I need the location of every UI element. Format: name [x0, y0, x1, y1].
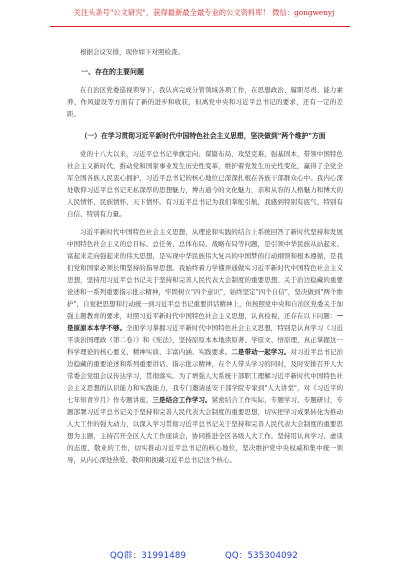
bold-point-1: 一是原原本本学不够。 — [67, 312, 343, 332]
section1-intro-paragraph: 在自治区党委巡视领导下，我认真完成分管领域各项工作，在思想政治、履职尽责、能力素养、作风建设等方面有了新的进步和收获，但离党中央和习近平总书记的要求，还有一定的差距。 — [67, 86, 343, 118]
footer-qq: QQ：535304092 — [225, 551, 298, 561]
paragraph-2-start: 习近平新时代中国特色社会主义思想，从理论和实践的结合上系统回答了新时代坚持和发展中国特色社会主义的总目标、总任务、总体布局、战略布局等问题，是引领中华民族从站起来、富起来走向强起来的伟大思想，是实现中华民族伟大复兴的中国梦的行动纲领和根本遵循，是我们党和国家必须长期坚持的指导思想。我始终着力学懂弄通做实习近平新时代中国特色社会主义思想，坚持用习近平总书记关于坚持和完善人民代表大会制度的重要思想、关于治边稳藏的重要论述和一系列重要指示批示精神，牢固树立"四个意识"，始终坚定"四个自信"，坚决做到"两个维护"，自觉把思想和行动统一到习近平总书记重要讲话精神上，但按照党中央和自治区党委关于加强主题教育的要求，对照习近平新时代中国特色社会主义思想，认真检视，还存在以下问题： — [67, 228, 343, 320]
footer-contact — [0, 549, 408, 561]
intro-paragraph: 根据会议安排，现作如下对照检查。 — [80, 48, 184, 56]
bold-point-3: 三是结合工作学习。 — [152, 396, 212, 404]
header-banner: 关注头条号"公文研究"，获得最新最全最专业的公文资料库！ 微信：gongwenyj — [73, 8, 335, 17]
document-body — [67, 46, 343, 466]
paragraph-1: 党的十八大以来，习近平总书记举旗定向、谋篇布局、攻坚克难、强基固本，带领中国特色社会主义新时代，推动党和国家事业发生历史性变革，维护着党发生历史性变化，赢得了全党全军全国各族人民衷心拥护，习近平总书记的核心地位已深深扎根在各族干部群众心中。我内心深处敬仰习近平总书记无私深厚的思想魅力，博古通今的文化魅力，亲和从容的人格魅力和博大的人民情怀、民族情怀、天下情怀。有习近平总书记为我们掌舵引航，我感到特别有底气、特别有自信、特别有力量。 — [67, 150, 343, 218]
bold-point-2: 二是带动一起学习。 — [231, 348, 291, 356]
paragraph-2-mid: 全面学习掌握习近平新时代中国特色社会主义思想，特别是认真学习《习近平谈治国理政（第二卷）》和《宪法》，坚持原原本本地读原著、学原文、悟原理，真正掌握这一科学理论的核心要义、精神实质、丰富内涵、实践要求。 — [67, 324, 344, 356]
paragraph-2-end: 紧密结合工作实际，专题学习、专题研讨，专题部署习近平总书记关于坚持和完善人民代表大会制度的重要思想，切实把学习成果转化为推动人大工作的强大动力，以深入学习贯彻习近平总书记关于坚持和完善人民代表大会制度的重要思想为主题，主持召开全区人大工作座谈会，协同推进全区各级人大工作。坚持用认真学习、虚谈的态度、敬业的工作，切实推动习近平总书记的核心地位，坚决维护党中央权威和集中统一领导，从内心深处热爱、敬仰和拥戴习近平总书记这个核心。 — [67, 396, 344, 464]
section1-heading: 一、存在的主要问题 — [81, 67, 144, 76]
paragraph-2-mid2: 对习近平总书记治边稳藏的重要论述和系列重要讲话、指示批示精神，在个人带头学习的同时，及时安排召开人大常委会党组会议传达学习，贯彻落实。为了增强人大系统干部职工理解习近平新时代中国特色社会主义思想的认识能力和实践能力，我专门邀请延安干部学院专家到"人大讲堂"，对《习近平的七年知青岁月》作专题讲座。 — [67, 348, 344, 404]
subsection1-heading: （一）在学习贯彻习近平新时代中国特色社会主义思想，坚决做到"两个维护"方面 — [80, 132, 326, 140]
header-rule — [50, 26, 350, 27]
paragraph-2 — [67, 226, 343, 466]
footer-qq-group: QQ群：31991489 — [110, 551, 187, 561]
